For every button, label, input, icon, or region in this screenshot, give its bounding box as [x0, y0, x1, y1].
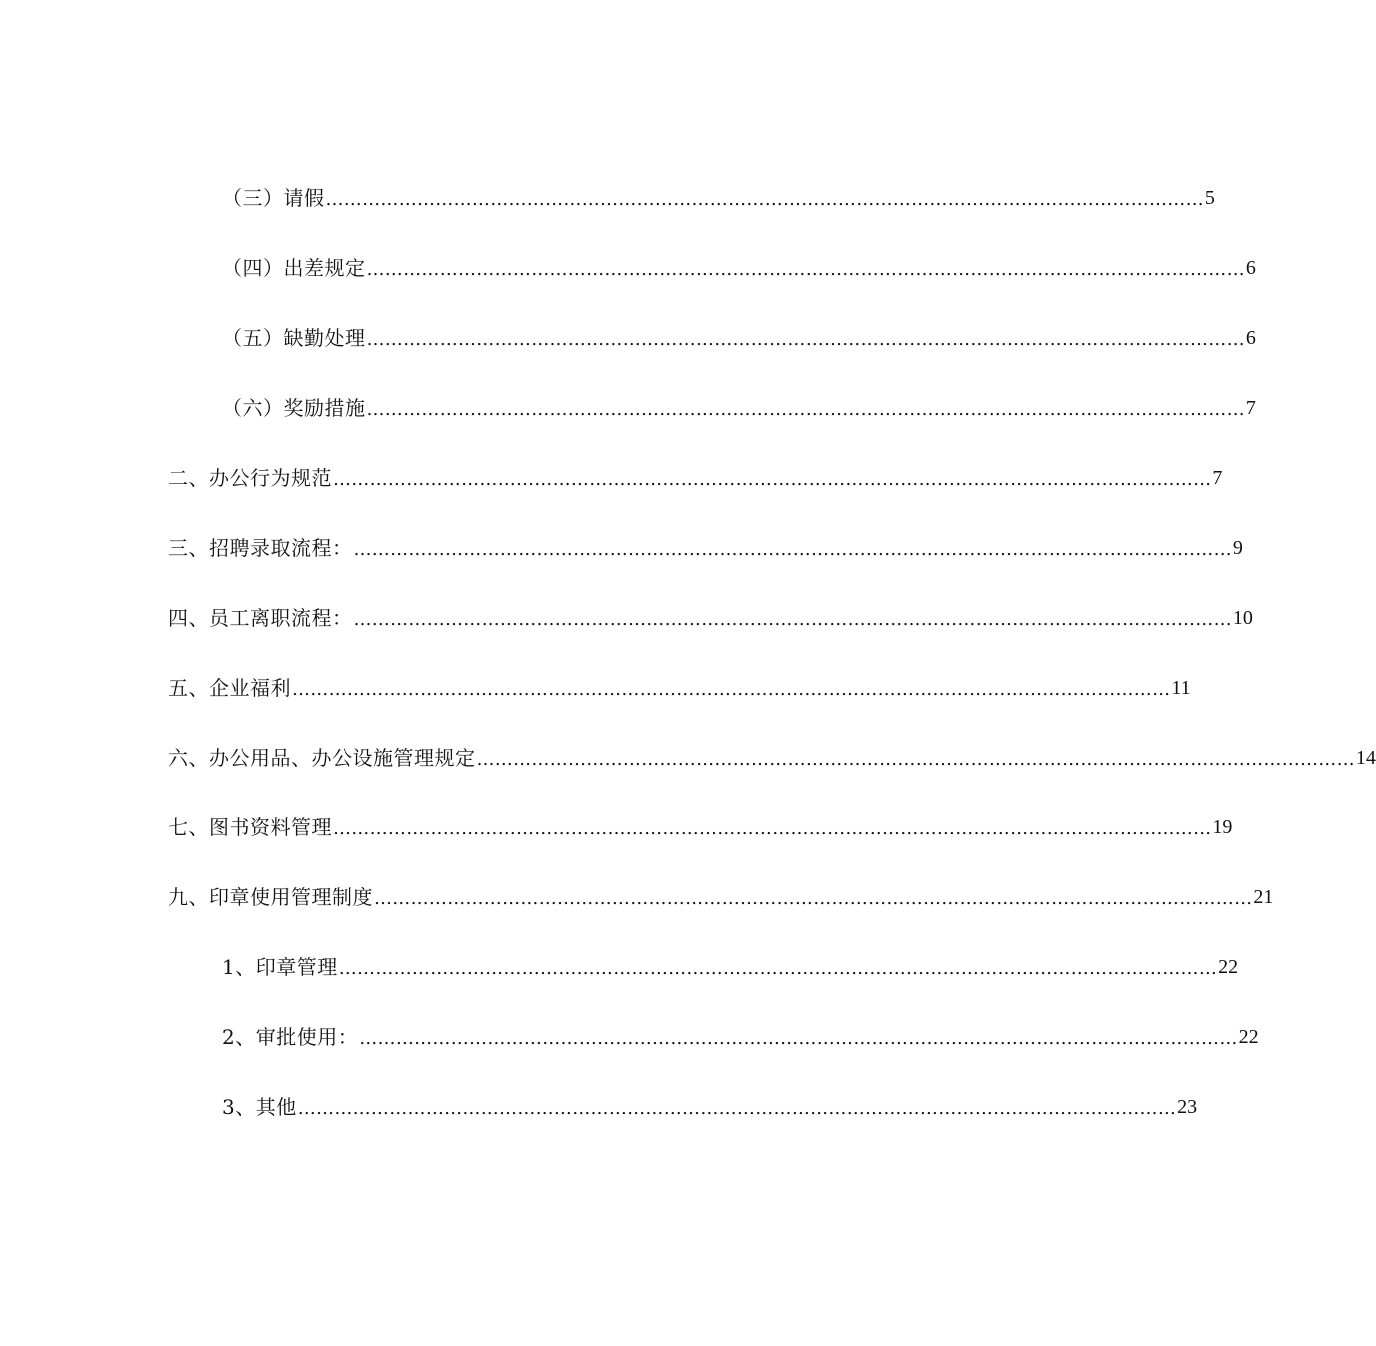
toc-dot-leader: ………………………………………………………………………………………………………………………………: [353, 539, 1232, 560]
toc-entry-approval-use[interactable]: [222, 1022, 1259, 1052]
toc-page-number: 9: [1232, 537, 1243, 559]
toc-dot-leader: ………………………………………………………………………………………………………………………………: [325, 189, 1204, 210]
toc-entry-title: （三）请假: [222, 186, 325, 210]
toc-dot-leader: ………………………………………………………………………………………………………………………………: [476, 749, 1355, 770]
toc-dot-leader: ………………………………………………………………………………………………………………………………: [292, 679, 1171, 700]
toc-entry-title: 四、员工离职流程：: [168, 606, 353, 630]
toc-entry-seal-policy[interactable]: [168, 882, 1274, 912]
toc-page-number: 10: [1232, 607, 1253, 629]
toc-page-number: 21: [1253, 886, 1274, 908]
toc-entry-title: 九、印章使用管理制度: [168, 885, 373, 909]
toc-entry-title: 六、办公用品、办公设施管理规定: [168, 746, 476, 770]
toc-dot-leader: ………………………………………………………………………………………………………………………………: [374, 888, 1253, 909]
toc-entry-business-trip[interactable]: [222, 253, 1256, 283]
toc-page-number: 7: [1212, 467, 1223, 489]
toc-dot-leader: ………………………………………………………………………………………………………………………………: [297, 1098, 1177, 1119]
toc-page-number: 6: [1245, 257, 1256, 279]
toc-entry-benefits[interactable]: [168, 673, 1191, 703]
toc-entry-seal-management[interactable]: [222, 952, 1239, 982]
toc-entry-office-conduct[interactable]: [168, 463, 1223, 493]
toc-page-number: 11: [1171, 677, 1191, 699]
toc-entry-recruitment[interactable]: [168, 533, 1243, 563]
toc-dot-leader: ………………………………………………………………………………………………………………………………: [366, 329, 1245, 350]
toc-entry-resignation[interactable]: [168, 603, 1253, 633]
toc-page-number: 23: [1177, 1096, 1198, 1118]
toc-page-number: 6: [1245, 327, 1256, 349]
toc-page-number: 22: [1218, 956, 1239, 978]
toc-entry-leave[interactable]: [222, 183, 1215, 213]
toc-entry-title: 二、办公行为规范: [168, 466, 332, 490]
toc-dot-leader: ………………………………………………………………………………………………………………………………: [366, 399, 1245, 420]
toc-page-number: 19: [1212, 816, 1233, 838]
toc-dot-leader: ………………………………………………………………………………………………………………………………: [359, 1028, 1238, 1049]
toc-dot-leader: ………………………………………………………………………………………………………………………………: [353, 609, 1232, 630]
toc-entry-title: （五）缺勤处理: [222, 326, 366, 350]
toc-entry-absence[interactable]: [222, 323, 1256, 353]
toc-entry-title: 三、招聘录取流程：: [168, 536, 353, 560]
toc-page-number: 22: [1238, 1026, 1259, 1048]
toc-entry-title: （四）出差规定: [222, 256, 366, 280]
toc-entry-office-supplies[interactable]: [168, 743, 1376, 773]
toc-entry-title: 1、印章管理: [222, 955, 338, 979]
toc-dot-leader: ………………………………………………………………………………………………………………………………: [333, 818, 1212, 839]
toc-entry-other[interactable]: [222, 1092, 1198, 1122]
toc-page-number: 14: [1355, 747, 1376, 769]
toc-dot-leader: ………………………………………………………………………………………………………………………………: [333, 469, 1212, 490]
toc-dot-leader: ………………………………………………………………………………………………………………………………: [338, 958, 1218, 979]
toc-entry-title: 七、图书资料管理: [168, 815, 332, 839]
toc-page-number: 5: [1204, 187, 1215, 209]
toc-dot-leader: ………………………………………………………………………………………………………………………………: [366, 259, 1245, 280]
toc-entry-library[interactable]: [168, 812, 1233, 842]
toc-entry-title: 2、审批使用：: [222, 1025, 359, 1049]
toc-entry-title: 3、其他: [222, 1095, 297, 1119]
toc-entry-title: 五、企业福利: [168, 676, 291, 700]
toc-page-number: 7: [1245, 397, 1256, 419]
toc-entry-title: （六）奖励措施: [222, 396, 366, 420]
toc-entry-rewards[interactable]: [222, 393, 1256, 423]
